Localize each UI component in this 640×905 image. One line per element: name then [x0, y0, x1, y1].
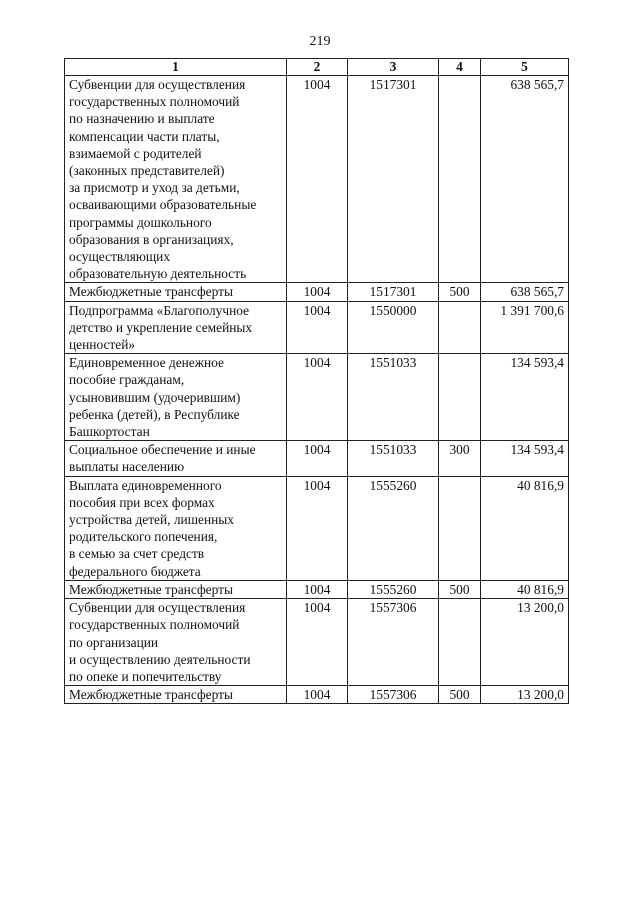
row-section: 1004 — [287, 580, 348, 598]
row-name: Межбюджетные трансферты — [65, 686, 287, 704]
header-col-5: 5 — [481, 59, 569, 76]
row-amount: 40 816,9 — [481, 580, 569, 598]
row-section: 1004 — [287, 441, 348, 476]
row-name: Субвенции для осуществления государственных полномочий по организации и осуществлению деятельности по опеке и попечительству — [65, 599, 287, 686]
row-amount: 13 200,0 — [481, 599, 569, 686]
budget-table — [64, 58, 569, 704]
row-type — [439, 476, 481, 580]
row-name: Единовременное денежное пособие гражданам, усыновившим (удочерившим) ребенка (детей), в Республике Башкортостан — [65, 354, 287, 441]
table-row — [65, 599, 569, 686]
table-row — [65, 580, 569, 598]
row-target: 1551033 — [348, 441, 439, 476]
table-row — [65, 283, 569, 301]
row-amount: 1 391 700,6 — [481, 301, 569, 354]
table-row — [65, 476, 569, 580]
row-section: 1004 — [287, 476, 348, 580]
row-section: 1004 — [287, 599, 348, 686]
row-target: 1551033 — [348, 354, 439, 441]
row-target: 1550000 — [348, 301, 439, 354]
row-target: 1557306 — [348, 686, 439, 704]
row-type: 300 — [439, 441, 481, 476]
header-col-4: 4 — [439, 59, 481, 76]
row-name: Выплата единовременного пособия при всех формах устройства детей, лишенных родительского попечения, в семью за счет средств федерального бюджета — [65, 476, 287, 580]
row-target: 1555260 — [348, 476, 439, 580]
row-name: Подпрограмма «Благополучное детство и укрепление семейных ценностей» — [65, 301, 287, 354]
table-row — [65, 301, 569, 354]
row-target: 1557306 — [348, 599, 439, 686]
row-section: 1004 — [287, 354, 348, 441]
row-amount: 134 593,4 — [481, 354, 569, 441]
row-type: 500 — [439, 283, 481, 301]
row-type — [439, 76, 481, 283]
header-col-1: 1 — [65, 59, 287, 76]
row-section: 1004 — [287, 686, 348, 704]
table-row — [65, 354, 569, 441]
row-amount: 638 565,7 — [481, 283, 569, 301]
header-col-2: 2 — [287, 59, 348, 76]
row-section: 1004 — [287, 301, 348, 354]
row-name: Межбюджетные трансферты — [65, 283, 287, 301]
row-target: 1517301 — [348, 283, 439, 301]
row-amount: 638 565,7 — [481, 76, 569, 283]
table-row — [65, 76, 569, 283]
row-type: 500 — [439, 580, 481, 598]
row-section: 1004 — [287, 283, 348, 301]
row-type: 500 — [439, 686, 481, 704]
page-number: 219 — [309, 34, 331, 49]
row-type — [439, 599, 481, 686]
row-name: Межбюджетные трансферты — [65, 580, 287, 598]
header-row — [65, 59, 569, 76]
row-target: 1555260 — [348, 580, 439, 598]
row-amount: 40 816,9 — [481, 476, 569, 580]
row-section: 1004 — [287, 76, 348, 283]
table-row — [65, 686, 569, 704]
row-name: Субвенции для осуществления государственных полномочий по назначению и выплате компенсации части платы, взимаемой с родителей (законных представителей) за присмотр и уход за детьми, осваивающими образовательные программы дошкольного образования в организациях, осуществляющих образовательную деятельность — [65, 76, 287, 283]
row-amount: 13 200,0 — [481, 686, 569, 704]
row-type — [439, 354, 481, 441]
header-col-3: 3 — [348, 59, 439, 76]
row-target: 1517301 — [348, 76, 439, 283]
row-amount: 134 593,4 — [481, 441, 569, 476]
row-name: Социальное обеспечение и иные выплаты населению — [65, 441, 287, 476]
table-row — [65, 441, 569, 476]
row-type — [439, 301, 481, 354]
